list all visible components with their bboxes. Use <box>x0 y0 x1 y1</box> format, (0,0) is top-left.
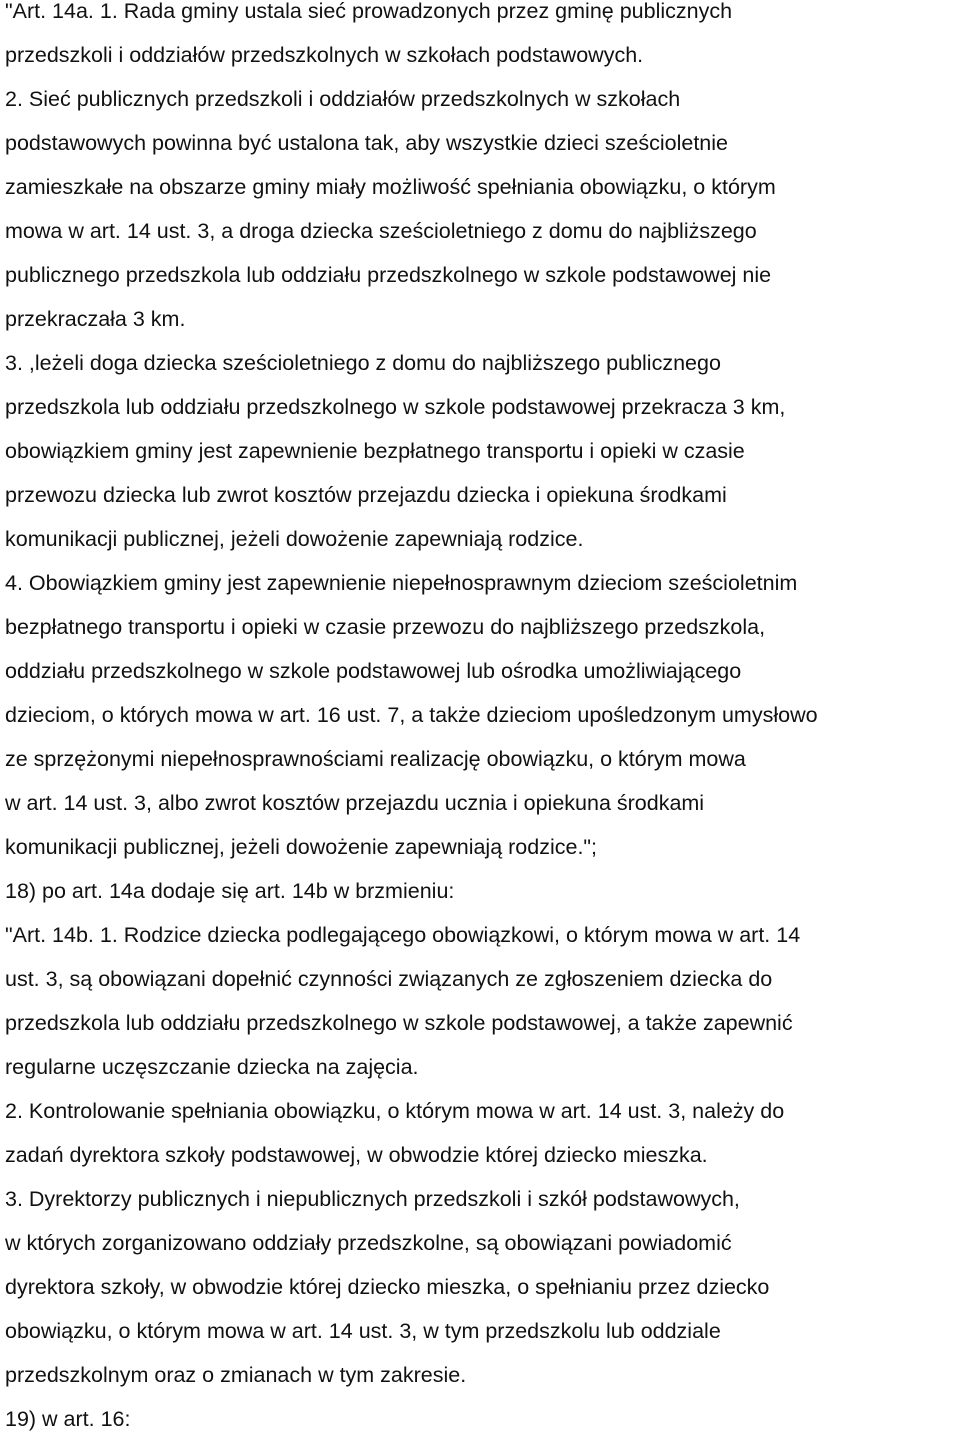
text-line: przedszkoli i oddziałów przedszkolnych w szkołach podstawowych. <box>5 43 644 67</box>
text-line: obowiązku, o którym mowa w art. 14 ust. 3, w tym przedszkolu lub oddziale <box>5 1319 721 1343</box>
text-line: komunikacji publicznej, jeżeli dowożenie zapewniają rodzice."; <box>5 835 598 859</box>
text-line: ze sprzężonymi niepełnosprawnościami realizację obowiązku, o którym mowa <box>5 747 746 771</box>
text-line: dzieciom, o których mowa w art. 16 ust. 7, a także dzieciom upośledzonym umysłowo <box>5 703 818 727</box>
text-line: 4. Obowiązkiem gminy jest zapewnienie niepełnosprawnym dzieciom sześcioletnim <box>5 571 798 595</box>
text-line: ust. 3, są obowiązani dopełnić czynności związanych ze zgłoszeniem dziecka do <box>5 967 773 991</box>
text-line: przedszkolnym oraz o zmianach w tym zakresie. <box>5 1363 467 1387</box>
text-line: regularne uczęszczanie dziecka na zajęcia. <box>5 1055 419 1079</box>
text-line: publicznego przedszkola lub oddziału przedszkolnego w szkole podstawowej nie <box>5 263 772 287</box>
text-line: 3. ,leżeli doga dziecka sześcioletniego z domu do najbliższego publicznego <box>5 351 721 375</box>
text-line: 2. Kontrolowanie spełniania obowiązku, o którym mowa w art. 14 ust. 3, należy do <box>5 1099 785 1123</box>
text-line: dyrektora szkoły, w obwodzie której dziecko mieszka, o spełnianiu przez dziecko <box>5 1275 770 1299</box>
text-line: bezpłatnego transportu i opieki w czasie przewozu do najbliższego przedszkola, <box>5 615 766 639</box>
text-line: oddziału przedszkolnego w szkole podstawowej lub ośrodka umożliwiającego <box>5 659 742 683</box>
text-line: przedszkola lub oddziału przedszkolnego w szkole podstawowej przekracza 3 km, <box>5 395 786 419</box>
text-line: przedszkola lub oddziału przedszkolnego w szkole podstawowej, a także zapewnić <box>5 1011 793 1035</box>
text-line: 3. Dyrektorzy publicznych i niepublicznych przedszkoli i szkół podstawowych, <box>5 1187 740 1211</box>
text-line: obowiązkiem gminy jest zapewnienie bezpłatnego transportu i opieki w czasie <box>5 439 745 463</box>
text-line: 2. Sieć publicznych przedszkoli i oddziałów przedszkolnych w szkołach <box>5 87 681 111</box>
text-line: przewozu dziecka lub zwrot kosztów przejazdu dziecka i opiekuna środkami <box>5 483 727 507</box>
text-line: "Art. 14a. 1. Rada gminy ustala sieć prowadzonych przez gminę publicznych <box>5 0 733 23</box>
text-line: podstawowych powinna być ustalona tak, aby wszystkie dzieci sześcioletnie <box>5 131 729 155</box>
text-line: 19) w art. 16: <box>5 1407 131 1431</box>
text-line: mowa w art. 14 ust. 3, a droga dziecka sześcioletniego z domu do najbliższego <box>5 219 757 243</box>
text-line: 18) po art. 14a dodaje się art. 14b w brzmieniu: <box>5 879 455 903</box>
text-line: "Art. 14b. 1. Rodzice dziecka podlegającego obowiązkowi, o którym mowa w art. 14 <box>5 923 801 947</box>
text-line: w których zorganizowano oddziały przedszkolne, są obowiązani powiadomić <box>5 1231 732 1255</box>
text-line: zamieszkałe na obszarze gminy miały możliwość spełniania obowiązku, o którym <box>5 175 776 199</box>
text-line: zadań dyrektora szkoły podstawowej, w obwodzie której dziecko mieszka. <box>5 1143 708 1167</box>
text-line: komunikacji publicznej, jeżeli dowożenie zapewniają rodzice. <box>5 527 584 551</box>
text-line: przekraczała 3 km. <box>5 307 186 331</box>
text-line: w art. 14 ust. 3, albo zwrot kosztów przejazdu ucznia i opiekuna środkami <box>5 791 705 815</box>
